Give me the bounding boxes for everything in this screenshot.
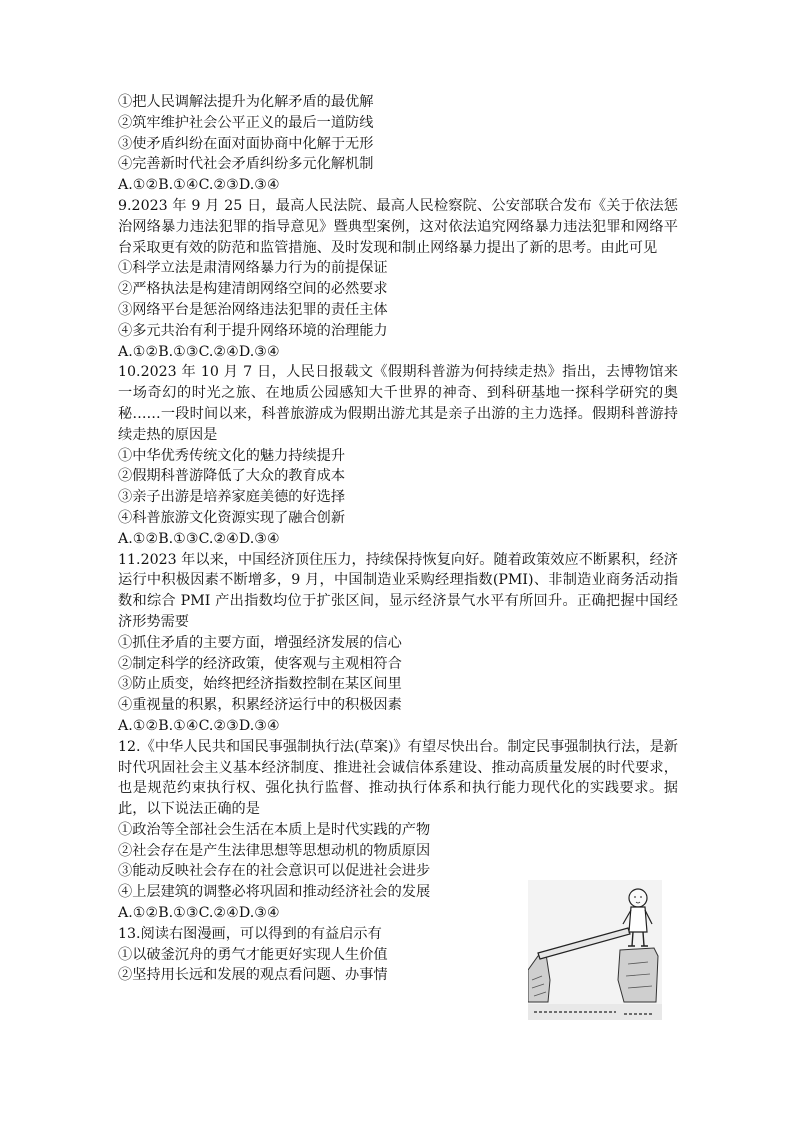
option-1: ①以破釜沉舟的勇气才能更好实现人生价值 [118,946,388,963]
option-2: ②假期科普游降低了大众的教育成本 [118,468,346,485]
option-3: ③网络平台是惩治网络违法犯罪的责任主体 [118,301,388,318]
option-1: ①中华优秀传统文化的魅力持续提升 [118,447,346,464]
option-1: ①政治等全部社会生活在本质上是时代实践的产物 [118,821,431,838]
option-4: ④完善新时代社会矛盾纠纷多元化解机制 [118,156,374,173]
answer-choices: A.①②B.①③C.②④D.③④ [118,905,280,922]
answer-choices: A.①②B.①③C.②④D.③④ [118,530,280,547]
option-2: ②社会存在是产生法律思想等思想动机的物质原因 [118,842,431,859]
question-8-options [118,92,678,196]
option-3: ③亲子出游是培养家庭美德的好选择 [118,489,346,506]
option-3: ③使矛盾纠纷在面对面协商中化解于无形 [118,135,374,152]
option-2: ②筑牢维护社会公平正义的最后一道防线 [118,114,374,131]
option-4: ④多元共治有利于提升网络环境的治理能力 [118,322,388,339]
answer-choices: A.①②B.①③C.②④D.③④ [118,343,280,360]
question-stem: 12.《中华人民共和国民事强制执行法(草案)》有望尽快出台。制定民事强制执行法，是新时代巩固社会主义基本经济制度、推进社会诚信体系建设、推动高质量发展的时代要求，也是规范约束执行权、强化执行监督、推动执行体系和执行能力现代化的实践要求。据此，以下说法正确的是 [118,738,678,818]
question-10 [118,362,678,549]
question-stem: 13.阅读右图漫画，可以得到的有益启示有 [118,925,382,942]
exam-page [118,92,678,986]
question-11 [118,550,678,737]
option-2: ②严格执法是构建清朗网络空间的必然要求 [118,281,388,298]
option-1: ①抓住矛盾的主要方面，增强经济发展的信心 [118,634,402,651]
cartoon-image [528,880,662,1020]
option-3: ③能动反映社会存在的社会意识可以促进社会进步 [118,863,431,880]
question-9 [118,196,678,362]
option-1: ①科学立法是肃清网络暴力行为的前提保证 [118,260,388,277]
option-2: ②制定科学的经济政策，使客观与主观相符合 [118,655,402,672]
option-1: ①把人民调解法提升为化解矛盾的最优解 [118,94,374,110]
option-2: ②坚持用长远和发展的观点看问题、办事情 [118,967,388,984]
question-stem: 9.2023 年 9 月 25 日，最高人民法院、最高人民检察院、公安部联合发布《关于依法惩治网络暴力违法犯罪的指导意见》暨典型案例，这对依法追究网络暴力违法犯罪和网络平台采取更有效的防范和监管措施、及时发现和制止网络暴力提出了新的思考。由此可见 [118,197,678,256]
question-stem: 11.2023 年以来，中国经济顶住压力，持续保持恢复向好。随着政策效应不断累积，经济运行中积极因素不断增多，9 月，中国制造业采购经理指数(PMI)、非制造业商务活动指数和综合 PMI 产出指数均位于扩张区间，显示经济景气水平有所回升。正确把握中国经济形势需要 [118,551,678,630]
option-3: ③防止质变，始终把经济指数控制在某区间里 [118,676,402,693]
answer-choices: A.①②B.①④C.②③D.③④ [118,717,280,734]
question-stem: 10.2023 年 10 月 7 日，人民日报载文《假期科普游为何持续走热》指出，去博物馆来一场奇幻的时光之旅、在地质公园感知大千世界的神奇、到科研基地一探科学研究的奥秘……一段时间以来，科普旅游成为假期出游尤其是亲子出游的主力选择。假期科普游持续走热的原因是 [118,364,678,443]
option-4: ④科普旅游文化资源实现了融合创新 [118,509,346,526]
option-4: ④上层建筑的调整必将巩固和推动经济社会的发展 [118,884,431,901]
answer-choices: A.①②B.①④C.②③D.③④ [118,177,280,194]
option-4: ④重视量的积累，积累经济运行中的积极因素 [118,697,402,714]
